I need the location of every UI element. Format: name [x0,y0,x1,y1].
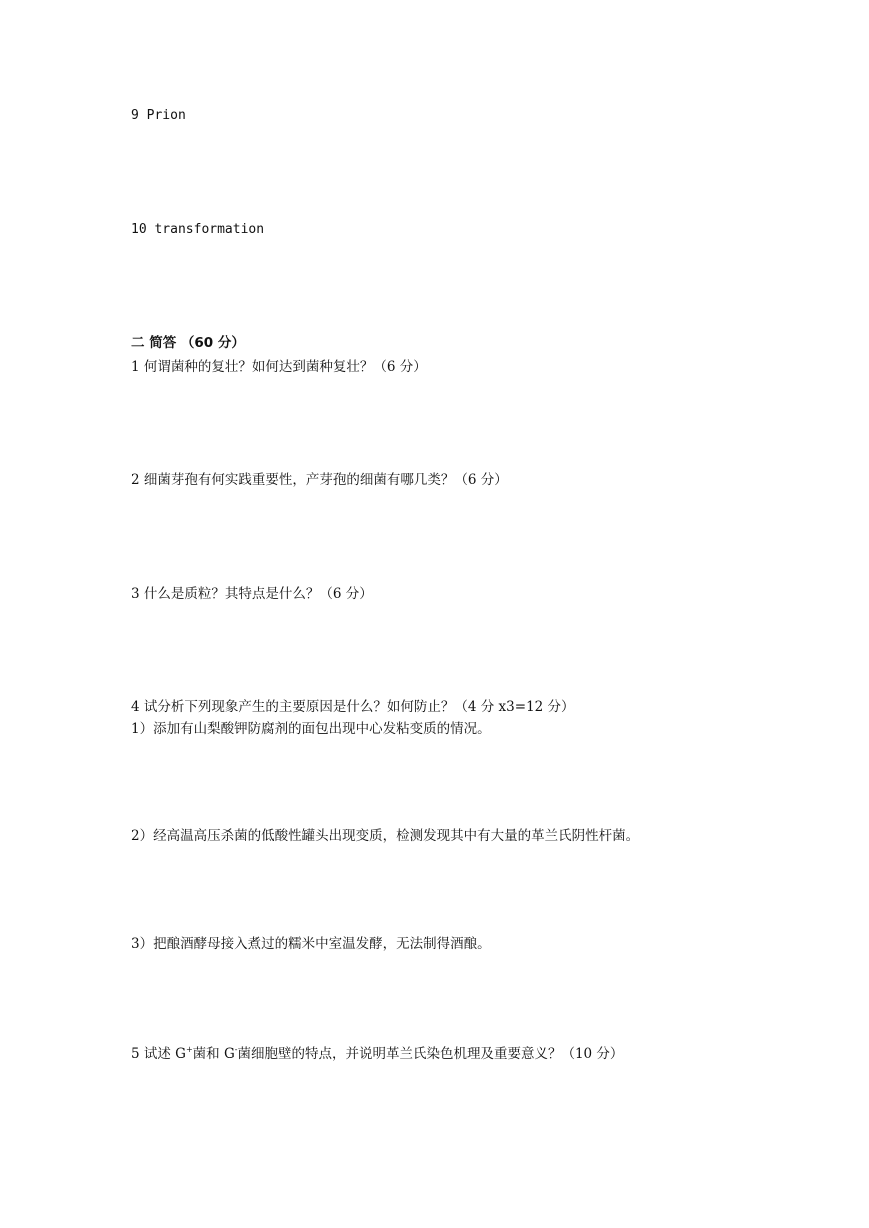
question-5-part-c: 菌细胞壁的特点，并说明革兰氏染色机理及重要意义？（10 分） [237,1046,624,1062]
question-4-sub-3: 3）把酿酒酵母接入煮过的糯米中室温发酵，无法制得酒酿。 [131,936,491,952]
term-10-text: transformation [154,222,265,237]
question-5-part-b: 菌和 G [192,1046,235,1062]
question-4-sub-1: 1）添加有山梨酸钾防腐剂的面包出现中心发粘变质的情况。 [131,721,491,737]
question-1: 1 何谓菌种的复壮？如何达到菌种复壮？（6 分） [131,359,427,375]
question-3: 3 什么是质粒？其特点是什么？（6 分） [131,586,373,602]
question-5 [131,1045,623,1063]
term-9-text: Prion [146,108,186,123]
question-4: 4 试分析下列现象产生的主要原因是什么？如何防止？（4 分 x3=12 分） [131,699,575,715]
question-2: 2 细菌芽孢有何实践重要性，产芽孢的细菌有哪几类？（6 分） [131,472,508,488]
gram-negative-superscript: - [234,1045,238,1054]
gram-positive-superscript: + [185,1045,193,1054]
question-4-sub-2: 2）经高温高压杀菌的低酸性罐头出现变质，检测发现其中有大量的革兰氏阴性杆菌。 [131,828,640,844]
question-5-part-a: 5 试述 G [131,1046,186,1062]
term-10-number: 10 [131,222,147,237]
term-10 [131,221,264,239]
term-9 [131,107,186,125]
term-9-number: 9 [131,108,139,123]
section-2-heading: 二 简答 （60 分） [131,335,245,351]
